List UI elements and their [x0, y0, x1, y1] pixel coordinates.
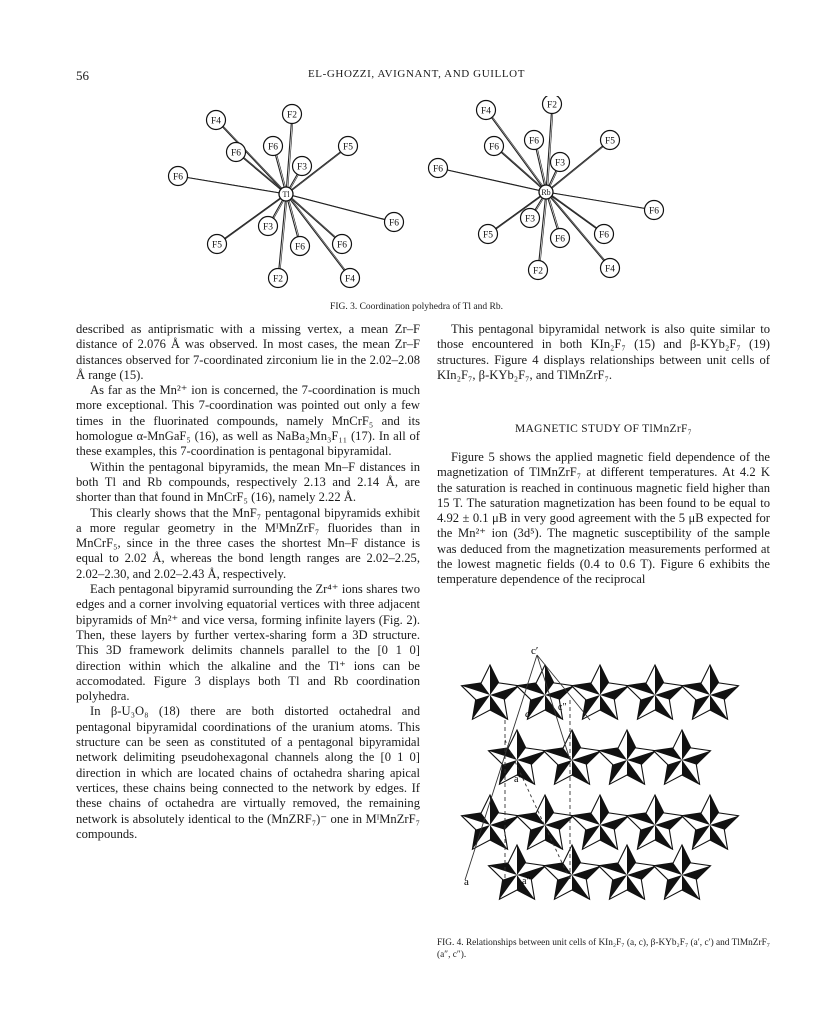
tl-fluorine-label-8: F6 [388, 218, 400, 229]
rb-coordination-polyhedron [429, 96, 664, 280]
right-paragraph-1: This pentagonal bipyramidal network is also quite similar to those encountered in both KIn₂F₇ (15) and β-KYb₂F₇ (19) structures. Figure 4 displays relationships between unit cells of KIn₂F₇, β-KYb₂F₇, and TlMnZrF₇. [437, 322, 770, 382]
rb-fluorine-label-13: F4 [604, 264, 616, 275]
tl-fluorine-label-7: F3 [262, 222, 274, 233]
rb-fluorine-label-10: F5 [482, 230, 494, 241]
tl-fluorine-label-10: F5 [211, 240, 223, 251]
left-paragraph-4: This clearly shows that the MnF₇ pentagonal bipyramids exhibit a more regular geometry in the MᴵMnZrF₇ fluorides than in MnCrF₅, since in the three cases the shortest Mn–F distance is equal to 2.02 Å, whereas the bond length ranges are 2.02–2.25, 2.02–2.30, and 2.02–2.43 Å, respectively. [76, 505, 420, 581]
tl-fluorine-label-1: F2 [286, 110, 298, 121]
rb-bond-9 [546, 192, 604, 234]
figure-4-caption: FIG. 4. Relationships between unit cells of KIn₂F₇ (a, c), β-KYb₂F₇ (a′, c′) and TlMnZrF₇ (a″, c″). [437, 938, 770, 960]
rb-bond-6 [438, 168, 546, 192]
tl-fluorine-label-6: F6 [172, 172, 184, 183]
figure-4 [455, 642, 755, 932]
label-a-double-prime: a″ [522, 876, 531, 887]
tl-fluorine-label-12: F2 [272, 274, 284, 285]
label-c-double-prime: c″ [558, 702, 567, 713]
rb-fluorine-label-7: F3 [524, 214, 536, 225]
label-c-prime: c′ [531, 645, 539, 657]
rb-bond-shadow-2 [496, 146, 548, 192]
section-heading: MAGNETIC STUDY OF TlMnZrF₇ [515, 423, 692, 435]
tl-fluorine-label-3: F6 [267, 142, 279, 153]
left-paragraph-3: Within the pentagonal bipyramids, the mean Mn–F distances in both Tl and Rb compounds, respectively 2.13 and 2.14 Å, are shorter than that found in MnCrF₅ (16), namely 2.22 Å. [76, 459, 420, 505]
right-column-top [437, 322, 770, 383]
rb-bond-1 [546, 104, 552, 192]
rb-fluorine-label-0: F4 [480, 106, 492, 117]
rb-fluorine-label-11: F6 [554, 234, 566, 245]
left-paragraph-6: In β-U₃O₈ (18) there are both distorted octahedral and pentagonal bipyramidal coordinations of the uranium atoms. This structure can be seen as constituted of a pentagonal bipyramidal network delimiting pseudohexagonal channels along the [0 1 0] direction in which are located chains of octahedra sharing apical vertices, these chains being connected to the network by edges. If these chains of octahedra are virtually removed, the remaining network is absolutely identical to the (MnZRF₇)⁻ one in MᴵMnZrF₇ compounds. [76, 704, 420, 841]
label-a: a [464, 876, 469, 888]
rb-fluorine-label-5: F5 [604, 136, 616, 147]
right-column-middle [437, 450, 770, 588]
bipyramid-network [462, 665, 739, 899]
rb-fluorine-label-9: F6 [598, 230, 610, 241]
rb-fluorine-label-6: F6 [432, 164, 444, 175]
tl-fluorine-label-0: F4 [210, 116, 222, 127]
tl-fluorine-label-11: F6 [294, 242, 306, 253]
rb-fluorine-label-1: F2 [546, 100, 558, 111]
rb-bond-shadow-8 [548, 192, 656, 210]
rb-fluorine-label-3: F6 [528, 136, 540, 147]
label-a-prime: a′ [514, 774, 521, 785]
figure-3-caption: FIG. 3. Coordination polyhedra of Tl and Rb. [330, 302, 503, 312]
rb-fluorine-label-8: F6 [648, 206, 660, 217]
figure-3 [0, 96, 833, 296]
rb-bond-shadow-12 [540, 192, 548, 270]
left-paragraph-2: As far as the Mn²⁺ ion is concerned, the 7-coordination is much more exceptional. This 7-coordination was pointed out only a few times in the fluorinated compounds, namely MnCrF₅ and its homologue α-MnGaF₅ (16), as well as NaBa₂Mn₃F₁₁ (17). In all of these examples, this 7-coordination is pentagonal bipyramidal. [76, 383, 420, 459]
left-column [76, 322, 420, 842]
tl-fluorine-label-2: F6 [230, 148, 242, 159]
tl-fluorine-label-13: F4 [344, 274, 356, 285]
rb-fluorine-label-2: F6 [488, 142, 500, 153]
right-paragraph-2: Figure 5 shows the applied magnetic field dependence of the magnetization of TlMnZrF₇ at different temperatures. At 4.2 K the saturation is reached in continuous magnetic field higher than 15 T. The saturation magnetization has been found to be equal to 4.92 ± 0.1 μB in very good agreement with the 5 μB expected for the Mn²⁺ ion (3d⁵). The magnetic susceptibility of the sample was deduced from the magnetization measurements performed at the lowest magnetic fields (0.4 to 0.6 T). Figure 6 exhibits the temperature dependence of the reciprocal [437, 450, 770, 587]
tl-fluorine-label-5: F5 [342, 142, 354, 153]
rb-fluorine-label-4: F3 [554, 158, 566, 169]
label-c: c [525, 708, 530, 720]
tl-bond-10 [217, 194, 286, 244]
left-paragraph-1: described as antiprismatic with a missing vertex, a mean Zr–F distance of 2.076 Å was observed. In most cases, the mean Zr–F distances observed for 7-coordinated zirconium lie in the 2.02–2.08 Å range (15). [76, 322, 420, 382]
rb-center-label: Rb [541, 188, 551, 197]
tl-center-label: Tl [282, 190, 290, 199]
tl-coordination-polyhedron [169, 105, 404, 288]
rb-fluorine-label-12: F2 [532, 266, 544, 277]
page-number: 56 [76, 68, 89, 83]
left-paragraph-5: Each pentagonal bipyramid surrounding the Zr⁴⁺ ions shares two edges and a corner involving equatorial vertices with three adjacent bipyramids of Mn²⁺ and vice versa, forming infinite layers (Fig. 2). Then, these layers by further vertex-sharing form a 3D structure. This 3D framework delimits channels parallel to the [0 1 0] direction within which the alkaline and the Tl⁺ ions can be accomodated. Figure 3 displays both Tl and Rb coordination polyhedra. [76, 582, 420, 704]
tl-bond-1 [286, 114, 292, 194]
tl-fluorine-label-9: F6 [336, 240, 348, 251]
tl-bond-shadow-10 [219, 194, 288, 244]
running-head: EL-GHOZZI, AVIGNANT, AND GUILLOT [307, 68, 526, 80]
rb-bond-shadow-10 [490, 192, 548, 234]
tl-fluorine-label-4: F3 [296, 162, 308, 173]
